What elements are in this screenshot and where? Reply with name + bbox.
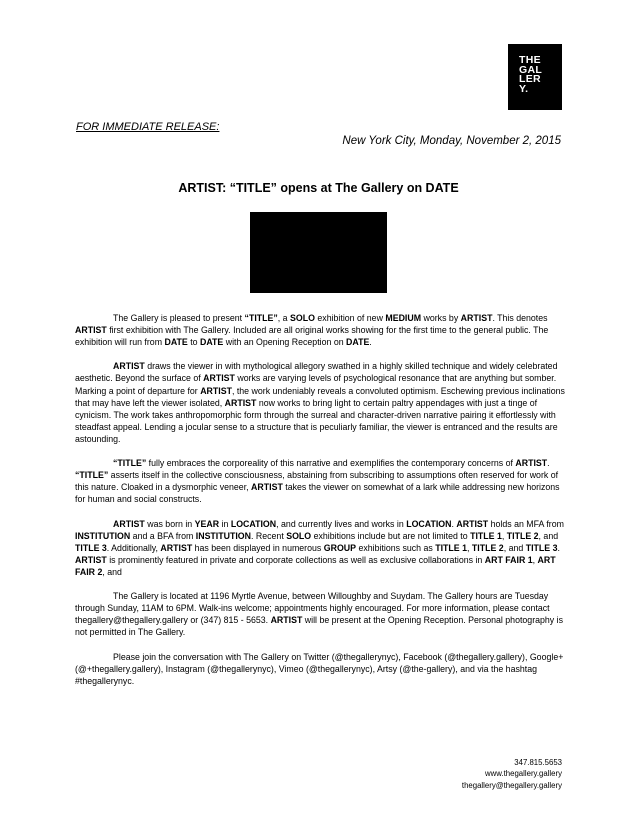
paragraph-social: Please join the conversation with The Gallery on Twitter (@thegallerynyc), Facebook (@thegallery.gallery), Google+ (@+thegallery.gallery), Instagram (@thegallerynyc), Vimeo (@thegallerynyc), Artsy (@the-gallery), and via the hashtag #thegallerynyc.	[75, 651, 564, 686]
press-release-body	[75, 312, 566, 699]
contact-block	[462, 757, 562, 791]
contact-email: thegallery@thegallery.gallery	[461, 780, 562, 790]
dateline: New York City, Monday, November 2, 2015	[342, 135, 561, 147]
paragraph-location: The Gallery is located at 1196 Myrtle Avenue, between Willoughby and Suydam. The Gallery hours are Tuesday through Sunday, 11AM to 6PM. Walk-ins welcome; appointments highly encouraged. For more information, please contact thegallery@thegallery.gallery or (347) 815 - 5653. ARTIST will be present at the Opening Reception. Personal photography is not permitted in The Gallery.	[75, 591, 563, 638]
logo-line: GAL	[519, 63, 543, 76]
paragraph-biography: ARTIST was born in YEAR in LOCATION, and currently lives and works in LOCATION. ARTIST holds an MFA from INSTITUTION and a BFA from INSTITUTION. Recent SOLO exhibitions include but are not limited to TITLE 1, TITLE 2, and TITLE 3. Additionally, ARTIST has been displayed in numerous GROUP exhibitions such as TITLE 1, TITLE 2, and TITLE 3. ARTIST is prominently featured in private and corporate collections as well as exclusive collaborations in ART FAIR 1, ART FAIR 2, and	[75, 518, 564, 577]
paragraph-title-work: “TITLE” fully embraces the corporeality of this narrative and exemplifies the contemporary concerns of ARTIST. “TITLE” asserts itself in the collective consciousness, abstaining from subscribing to assumptions often reserved for work of this nature. Cloaked in a dysmorphic veneer, ARTIST takes the viewer on somewhat of a lark while addressing new horizons for human and social constructs.	[75, 458, 560, 505]
paragraph-description: ARTIST draws the viewer in with mythological allegory swathed in a highly skilled technique and widely celebrated aesthetic. Beyond the surface of ARTIST works are varying levels of psychological resonance that are anything but somber. Marking a point of departure for ARTIST, the work undeniably reveals a convoluted optimism. Eschewing previous inclinations that may have left the viewer isolated, ARTIST now works to bring light to certain paltry appendages with just a tinge of cynicism. The work takes anthropomorphic form through the surreal and character-driven narrative pairing it effortlessly with steadfast appeal. Lending a jocular sense to a structure that is peculiarly familiar, the viewer is entranced and the results are astounding.	[75, 361, 565, 444]
logo-line: Y.	[519, 82, 529, 95]
logo-line: THE	[519, 54, 541, 66]
contact-website: www.thegallery.gallery	[485, 769, 562, 779]
artwork-image-placeholder	[250, 212, 387, 293]
logo-line: LER	[519, 73, 541, 85]
paragraph-intro: The Gallery is pleased to present “TITLE”, a SOLO exhibition of new MEDIUM works by ARTIST. This denotes ARTIST first exhibition with The Gallery. Included are all original works showing for the first time to the general public. The exhibition will run from DATE to DATE with an Opening Reception on DATE.	[75, 313, 549, 348]
gallery-logo	[508, 44, 562, 110]
contact-phone: 347.815.5653	[514, 758, 562, 767]
headline: ARTIST: “TITLE” opens at The Gallery on DATE	[178, 181, 459, 195]
release-label: FOR IMMEDIATE RELEASE:	[76, 121, 220, 133]
